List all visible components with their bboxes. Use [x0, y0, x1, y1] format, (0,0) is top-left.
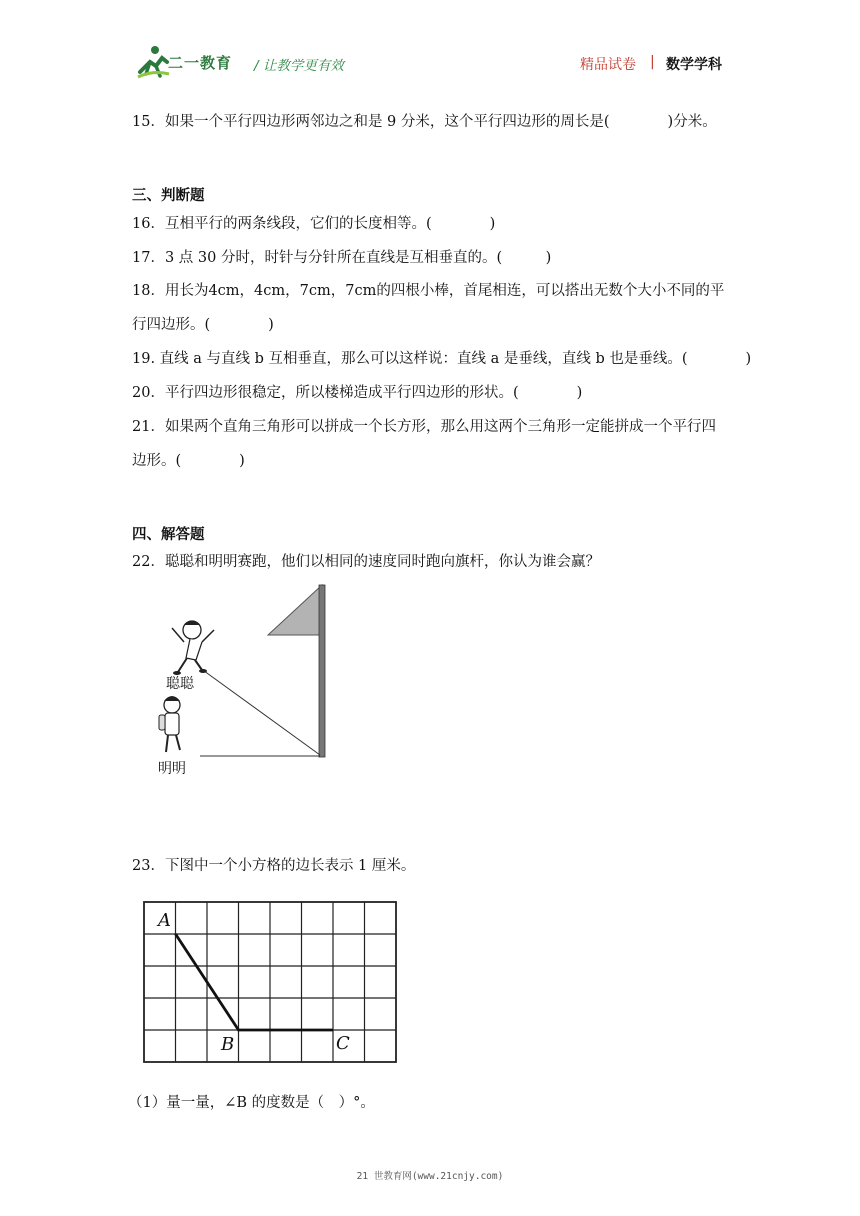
section-title-answer: 四、解答题 — [132, 527, 205, 543]
point-b-label: B — [221, 1034, 235, 1055]
question-18-line-2: 行四边形。( ) — [132, 317, 274, 333]
question-23-part-1: （1）量一量，∠B 的度数是（ ）°。 — [128, 1095, 375, 1111]
question-23: 23．下图中一个小方格的边长表示 1 厘米。 — [132, 858, 416, 874]
point-a-label: A — [158, 910, 171, 931]
boy-standing-icon — [159, 696, 180, 752]
section-title-judgement: 三、判断题 — [132, 188, 205, 204]
label-congcong: 聪聪 — [166, 676, 194, 692]
question-15: 15．如果一个平行四边形两邻边之和是 9 分米，这个平行四边形的周长是( )分米。 — [132, 114, 717, 130]
boy-running-icon — [172, 621, 214, 676]
runner-logo-icon — [136, 44, 170, 80]
question-21-line-1: 21．如果两个直角三角形可以拼成一个长方形，那么用这两个三角形一定能拼成一个平行四 — [132, 419, 716, 435]
point-c-label: C — [336, 1033, 350, 1054]
question-16: 16．互相平行的两条线段，它们的长度相等。( ) — [132, 216, 496, 232]
brand-name: 二一教育 — [168, 54, 233, 72]
label-mingming: 明明 — [158, 761, 186, 777]
header-subject: 数学学科 — [666, 57, 722, 73]
flag-icon — [268, 585, 322, 635]
grid-figure — [140, 898, 404, 1070]
question-19: 19. 直线 a 与直线 b 互相垂直，那么可以这样说：直线 a 是垂线，直线 b 也是垂线。( ) — [132, 351, 752, 367]
question-20: 20．平行四边形很稳定，所以楼梯造成平行四边形的形状。( ) — [132, 385, 583, 401]
page-footer: 21 世教育网(www.21cnjy.com) — [356, 1171, 504, 1182]
flagpole — [319, 585, 325, 757]
header-tag: 精品试卷 — [580, 57, 636, 73]
question-21-line-2: 边形。( ) — [132, 453, 245, 469]
grid-lines — [144, 902, 396, 1062]
header-separator: | — [650, 54, 655, 70]
question-17: 17．3 点 30 分时，时针与分针所在直线是互相垂直的。( ) — [132, 250, 552, 266]
angle-abc — [176, 934, 334, 1030]
question-22: 22．聪聪和明明赛跑，他们以相同的速度同时跑向旗杆，你认为谁会赢？ — [132, 554, 600, 570]
header-divider — [132, 84, 728, 85]
brand-slogan: / 让教学更有效 — [254, 58, 344, 74]
path-congcong — [200, 668, 320, 755]
question-18-line-1: 18．用长为4cm，4cm，7cm，7cm的四根小棒，首尾相连，可以搭出无数个大小不同的平 — [132, 283, 725, 299]
